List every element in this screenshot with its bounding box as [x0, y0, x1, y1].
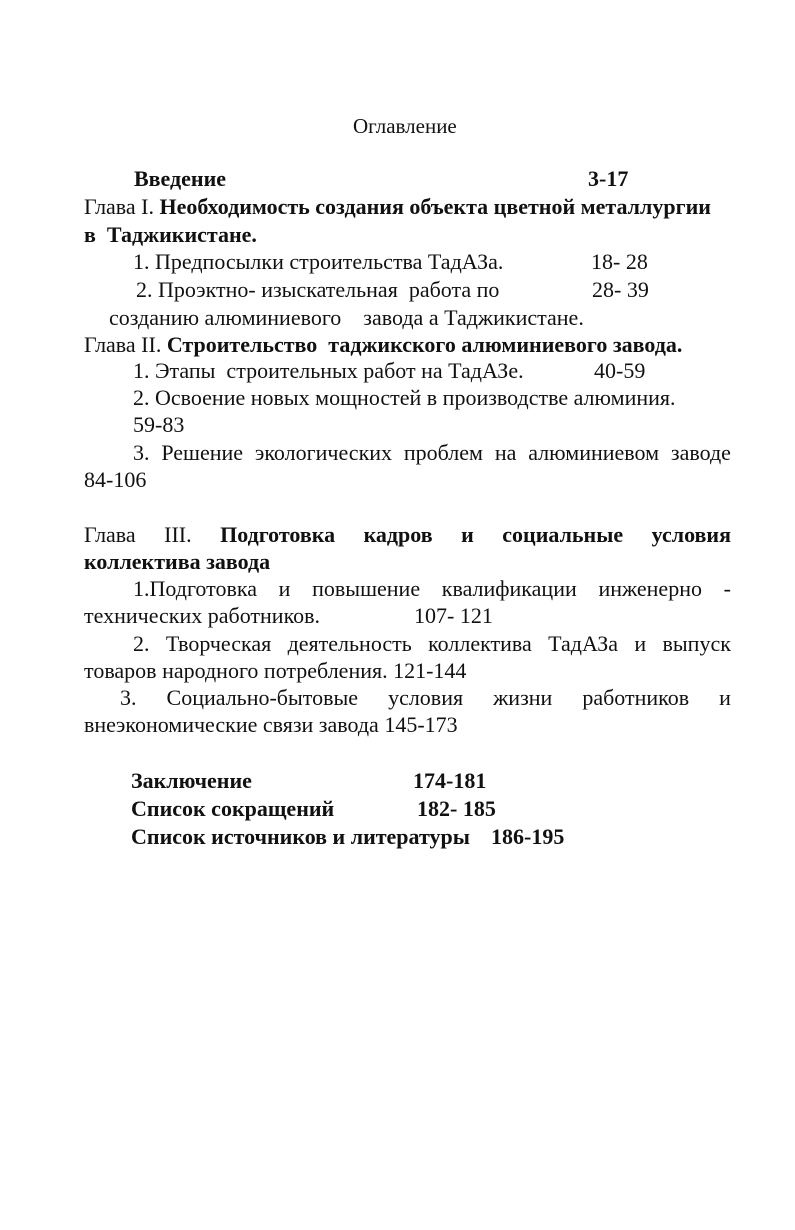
conclusion-pages: 174-181	[413, 768, 487, 793]
word: повышение	[312, 576, 421, 601]
abbreviations-label: Список сокращений	[131, 796, 335, 821]
chapter-1-title-cont: в Таджикистане.	[84, 222, 257, 247]
word: инженерно	[598, 576, 702, 601]
chapter-3-section-2-cont: товаров народного потребления. 121-144	[84, 658, 467, 683]
chapter-2-prefix: Глава II.	[84, 332, 162, 357]
word: -	[723, 576, 731, 601]
word: 3.	[120, 685, 137, 710]
word: условия	[388, 685, 464, 710]
word: Глава	[84, 522, 136, 547]
word: кадров	[363, 522, 433, 547]
word: Социально-бытовые	[166, 685, 359, 710]
chapter-1-section-1: 1. Предпосылки строительства ТадАЗа.	[133, 249, 504, 274]
chapter-2-section-1: 1. Этапы строительных работ на ТадАЗе.	[133, 358, 524, 383]
chapter-2-section-1-pages: 40-59	[594, 358, 646, 383]
word: социальные	[502, 522, 624, 547]
word: работников	[582, 685, 690, 710]
word: ТадАЗа	[548, 631, 619, 656]
word: и	[634, 631, 647, 656]
chapter-3-section-1	[133, 576, 731, 602]
word: жизни	[493, 685, 553, 710]
chapter-3-section-3	[120, 685, 731, 711]
conclusion-label: Заключение	[131, 768, 252, 793]
word: 2.	[133, 631, 150, 656]
word: коллектива	[428, 631, 532, 656]
sources-pages: 186-195	[491, 824, 565, 849]
word: и	[719, 685, 731, 710]
chapter-1-section-1-pages: 18- 28	[591, 249, 648, 274]
chapter-1-heading	[84, 194, 711, 220]
chapter-3-section-3-cont: внеэкономические связи завода 145-173	[84, 712, 458, 737]
word: алюминиевом	[528, 440, 660, 465]
word: выпуск	[662, 631, 731, 656]
word: и	[461, 522, 474, 547]
word: Решение	[161, 440, 244, 465]
word: III.	[164, 522, 192, 547]
word: заводе	[670, 440, 731, 465]
word: деятельность	[287, 631, 412, 656]
word: проблем	[403, 440, 483, 465]
chapter-2-section-3-pages: 84-106	[84, 467, 147, 492]
word: квалификации	[441, 576, 577, 601]
chapter-3-section-1-cont: технических работников.	[84, 603, 321, 628]
word: Подготовка	[220, 522, 336, 547]
chapter-3-section-1-pages: 107- 121	[414, 603, 493, 628]
word: и	[278, 576, 291, 601]
chapter-1-title: Необходимость создания объекта цветной металлургии	[159, 194, 711, 219]
word: 1.Подготовка	[133, 576, 257, 601]
chapter-2-section-2: 2. Освоение новых мощностей в производстве алюминия.	[133, 385, 676, 410]
toc-title: Оглавление	[353, 114, 457, 138]
chapter-2-title: Строительство таджикского алюминиевого завода.	[166, 332, 683, 357]
chapter-1-prefix: Глава I.	[84, 194, 154, 219]
word: условия	[651, 522, 731, 547]
word: на	[494, 440, 517, 465]
chapter-2-section-3	[133, 440, 731, 466]
chapter-3-title-cont: коллектива завода	[84, 549, 271, 574]
chapter-1-section-2-cont: созданию алюминиевого завода а Таджикистане.	[109, 305, 584, 330]
chapter-3-section-2	[133, 631, 731, 657]
chapter-1-section-2-pages: 28- 39	[592, 277, 649, 302]
chapter-1-section-2: 2. Проэктно- изыскательная работа по	[136, 277, 500, 302]
intro-label: Введение	[134, 166, 227, 191]
chapter-2-heading	[84, 332, 682, 358]
chapter-3-heading	[84, 522, 731, 548]
intro-pages: 3-17	[588, 166, 629, 191]
sources-label: Список источников и литературы	[131, 824, 470, 849]
word: экологических	[254, 440, 393, 465]
chapter-2-section-2-pages: 59-83	[133, 412, 185, 437]
abbreviations-pages: 182- 185	[417, 796, 496, 821]
word: 3.	[133, 440, 150, 465]
word: Творческая	[165, 631, 272, 656]
